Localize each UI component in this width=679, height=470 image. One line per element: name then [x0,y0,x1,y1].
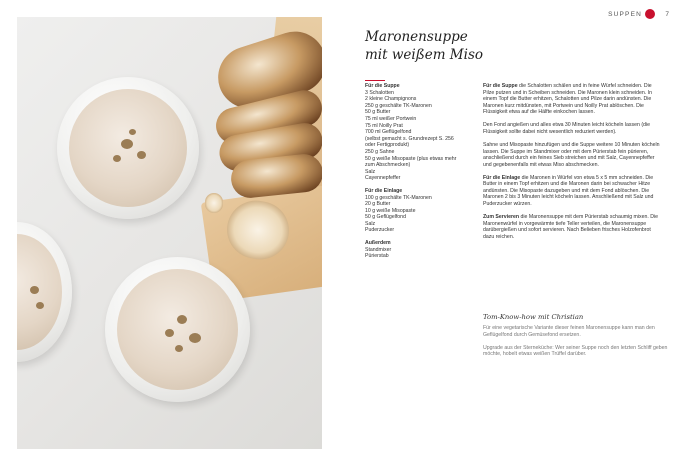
method-text: die Maronensuppe mit dem Pürierstab schaumig mixen. Die Maronenwürfel in vorgewärmte tiefe Teller verteilen, die Maronensuppe darübergießen und sofort servieren. Nach Belieben frisches Holzofenbrot dazu reichen. [483,214,659,240]
ingredient-list [365,83,473,260]
ingredient-item: 3 Schalotten [365,89,394,96]
soup-bowl [17,222,72,362]
method-paragraph [483,83,663,116]
ingredient-item: oder Fertigprodukt) [365,142,410,149]
recipe-photo [17,17,322,449]
title-divider [365,80,385,81]
tip-paragraph: Upgrade aus der Sterneküche: Wer seiner Suppe noch den letzten Schliff geben möchte, hobelt etwas weißen Trüffel darüber. [483,344,668,358]
tip-box [483,325,668,364]
ingredient-item: Cayennepfeffer [365,175,401,182]
ingredient-item: 2 kleine Champignons [365,96,417,103]
ingredient-item: (selbst gemacht s. Grundrezept S. 256 [365,135,454,142]
ingredient-item: 20 g Butter [365,201,391,208]
publisher-logo-icon [645,9,655,19]
method-lead: Für die Einlage [483,174,521,181]
tip-paragraph: Für eine vegetarische Variante dieser feinen Maronensuppe kann man den Geflügelfond durch Gemüsefond ersetzen. [483,325,655,338]
ingredient-item: 250 g geschälte TK-Maronen [365,102,432,109]
recipe-title [365,28,483,64]
tip-title: Tom-Know-how mit Christian [483,313,584,321]
ingredient-heading: Außerdem [365,240,391,247]
ingredient-item: 10 g weiße Misopaste [365,207,416,214]
section-heading: SUPPEN [608,11,642,18]
ingredient-item: 75 ml Noilly Prat [365,122,403,129]
ingredient-item: 75 ml weißer Portwein [365,115,417,122]
ingredient-heading: Für die Suppe [365,83,400,89]
soup-bowl [57,77,199,219]
soup-bowl [105,257,250,402]
method-steps [483,83,663,247]
method-paragraph [483,142,663,168]
ingredient-item: Salz [365,220,376,227]
ingredient-item: 50 g Butter [365,109,391,116]
method-paragraph [483,175,663,208]
ingredient-item: zum Abschmecken) [365,162,411,169]
recipe-title-line: Maronensuppe [365,29,468,45]
ingredient-item: 50 g Geflügelfond [365,214,406,221]
bread-crumb [205,193,223,213]
ingredient-item: Standmixer [365,246,392,253]
ingredient-item: 50 g weiße Misopaste (plus etwas mehr [365,155,457,162]
ingredient-item: 250 g Sahne [365,148,395,155]
recipe-title-line: mit weißem Miso [365,47,483,63]
ingredient-item: 700 ml Geflügelfond [365,129,412,136]
ingredient-item: Salz [365,168,376,175]
method-lead: Für die Suppe [483,83,518,89]
ingredient-item: 100 g geschälte TK-Maronen [365,194,432,201]
page-number: 7 [665,11,669,18]
method-text: die Schalotten schälen und in feine Würfel schneiden. Die Pilze putzen und in Scheiben schneiden. Die Maronen klein schneiden. In einem Topf die Butter erhitzen, Schalotten und Pilze darin andünsten. Die Maronen kurz mitdünsten, mit Portwein und Noilly Prat ablöschen. Die Flüssigkeit etwa auf die Hälfte einkochen lassen. [483,83,652,116]
method-text: Den Fond angießen und alles etwa 30 Minuten leicht köcheln lassen (die Flüssigkeit sollte dabei nicht wesentlich reduziert werden). [483,122,650,135]
method-text: die Maronen in Würfel von etwa 5 x 5 mm schneiden. Die Butter in einem Topf erhitzen und die Maronen darin bei schwacher Hitze andünsten. Die Misopaste dazugeben und mit dem Fond ablöschen. Die Maronen 2 bis 3 Minuten leicht köcheln lassen. Anschließend mit Salz und Puderzucker würzen. [483,174,654,208]
method-paragraph [483,214,663,240]
method-text: Sahne und Misopaste hinzufügen und die Suppe weitere 10 Minuten köcheln lassen. Die Suppe im Standmixer oder mit dem Pürierstab fein pürieren, anschließend durch ein feines Sieb streichen und mit Salz, Cayennepfeffer und gegebenenfalls mit etwas Miso abschmecken. [483,141,660,168]
method-paragraph [483,122,663,135]
ingredient-item: Puderzucker [365,227,395,234]
ingredient-item: Pürierstab [365,253,389,260]
method-lead: Zum Servieren [483,214,520,221]
ingredient-heading: Für die Einlage [365,187,403,194]
